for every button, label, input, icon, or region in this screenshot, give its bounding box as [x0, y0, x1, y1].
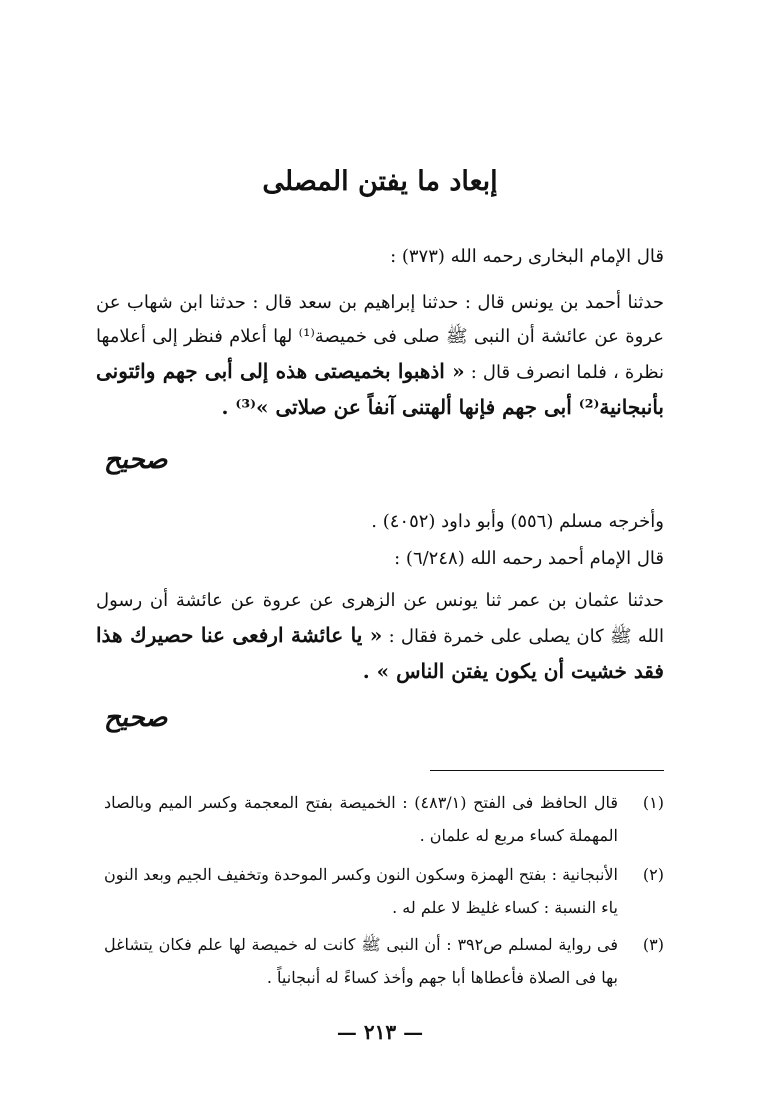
footnote-text: فى رواية لمسلم ص٣٩٢ : أن النبى ﷺ كانت له خميصة لها علم فكان يتشاغل بها فى الصلاة فأعطاها أبا جهم وأخذ كساءً له أنبجانياً . [104, 935, 619, 987]
footnote-3 [104, 928, 664, 994]
bukhari-isnad: حدثنا أحمد بن يونس قال : حدثنا إبراهيم بن سعد قال : حدثنا ابن شهاب عن عروة عن عائشة أن النبى ﷺ صلى فى خميصة⁽¹⁾ لها أعلام فنظر إلى أعلامها نظرة ، فلما انصرف قال : [96, 292, 664, 383]
ahmad-intro: قال الإمام أحمد رحمه الله (٦/٢٤٨) : [394, 548, 664, 569]
grade-label-2: صحيح [104, 703, 168, 733]
bukhari-hadith [96, 286, 664, 426]
footnote-separator [430, 770, 664, 771]
page-number: — ٢١٣ — [336, 1020, 424, 1044]
bukhari-matn: « اذهبوا بخميصتى هذه إلى أبى جهم وائتونى بأنبجانية⁽²⁾ أبى جهم فإنها ألهتنى آنفاً عن صلاتى »⁽³⁾ . [96, 359, 664, 419]
ahmad-hadith [96, 584, 664, 690]
footnote-number: (١) [642, 793, 664, 812]
footnote-number: (٣) [642, 935, 664, 954]
ahmad-matn: « يا عائشة ارفعى عنا حصيرك هذا فقد خشيت أن يكون يفتن الناس » . [96, 623, 664, 683]
footnote-2 [104, 858, 664, 924]
footnote-text: قال الحافظ فى الفتح (٤٨٣/١) : الخميصة بفتح المعجمة وكسر الميم وبالصاد المهملة كساء مربع له علمان . [104, 793, 618, 845]
grade-label-1: صحيح [104, 445, 168, 475]
takhrij-line: وأخرجه مسلم (٥٥٦) وأبو داود (٤٠٥٢) . [371, 511, 664, 532]
footnote-text: الأنبجانية : بفتح الهمزة وسكون النون وكسر الموحدة وتخفيف الجيم وبعد النون ياء النسبة : كساء غليظ لا علم له . [104, 865, 618, 917]
footnote-number: (٢) [642, 865, 664, 884]
chapter-title: إبعاد ما يفتن المصلى [262, 166, 498, 197]
footnote-1 [104, 786, 664, 852]
bukhari-intro: قال الإمام البخارى رحمه الله (٣٧٣) : [390, 246, 664, 267]
ahmad-isnad: حدثنا عثمان بن عمر ثنا يونس عن الزهرى عن عروة عن عائشة أن رسول الله ﷺ كان يصلى على خمرة فقال : [96, 590, 664, 647]
